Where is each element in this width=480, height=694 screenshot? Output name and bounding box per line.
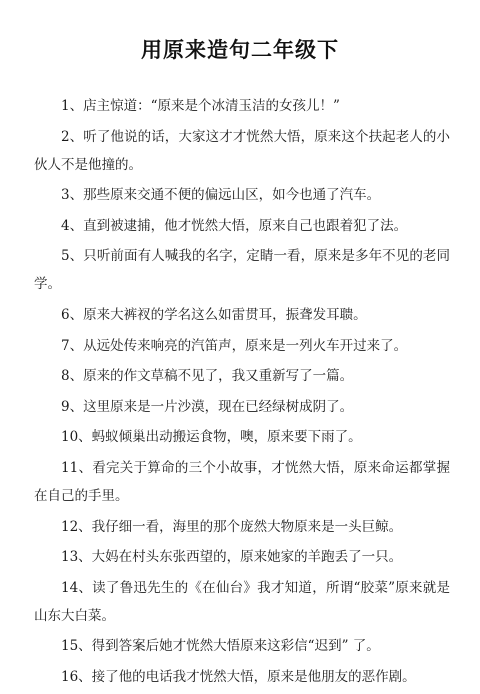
sentence-item: 5、只听前面有人喊我的名字，定睛一看，原来是多年不见的老同学。 <box>34 248 450 293</box>
sentence-item: 7、从远处传来响亮的汽笛声，原来是一列火车开过来了。 <box>61 337 408 354</box>
page-title: 用原来造句二年级下 <box>141 38 339 62</box>
sentence-item: 2、听了他说的话，大家这才才恍然大悟，原来这个扶起老人的小伙人不是他撞的。 <box>34 128 450 173</box>
sentence-item: 13、大妈在村头东张西望的，原来她家的羊跑丢了一只。 <box>61 549 403 566</box>
sentence-item: 14、读了鲁迅先生的《在仙台》我才知道，所谓“胶菜”原来就是山东大白菜。 <box>34 579 450 624</box>
sentence-item: 10、蚂蚁倾巢出动搬运食物，噢，原来要下雨了。 <box>61 429 362 446</box>
sentence-item: 12、我仔细一看，海里的那个庞然大物原来是一头巨鲸。 <box>61 518 403 535</box>
sentence-item: 9、这里原来是一片沙漠，现在已经绿树成阴了。 <box>61 398 354 415</box>
sentence-item: 15、得到答案后她才恍然大悟原来这彩信“迟到” 了。 <box>61 638 380 655</box>
sentence-list <box>34 92 450 694</box>
sentence-item: 16、接了他的电话我才恍然大悟，原来是他朋友的恶作剧。 <box>61 668 416 685</box>
sentence-item: 6、原来大裤衩的学名这么如雷贯耳，振聋发耳聩。 <box>61 306 367 323</box>
sentence-item: 4、直到被逮捕，他才恍然大悟，原来自己也跟着犯了法。 <box>61 217 408 234</box>
sentence-item: 8、原来的作文草稿不见了，我又重新写了一篇。 <box>61 368 354 385</box>
sentence-item: 1、店主惊道：“原来是个冰清玉洁的女孩儿！” <box>61 98 340 114</box>
sentence-item: 3、那些原来交通不便的偏远山区，如今也通了汽车。 <box>61 187 381 204</box>
sentence-item: 11、看完关于算命的三个小故事，才恍然大悟，原来命运都掌握在自己的手里。 <box>34 459 450 504</box>
